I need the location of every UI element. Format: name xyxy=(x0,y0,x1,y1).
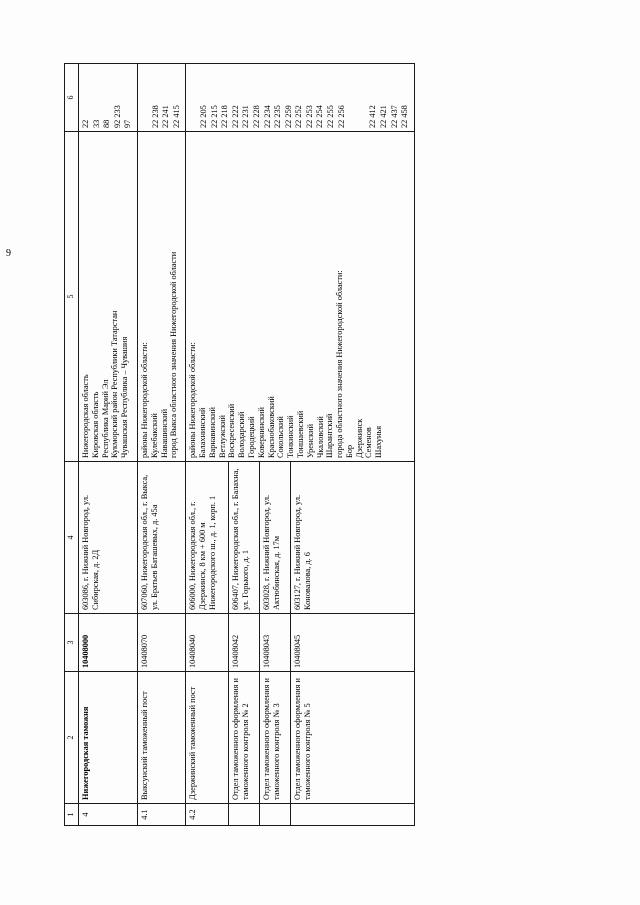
region-item: Балахнинский xyxy=(198,407,208,458)
office-name: Дзержинский таможенный пост xyxy=(186,671,229,803)
region-item: Сокольский xyxy=(276,415,286,458)
office-name: Выксунский таможенный пост xyxy=(137,671,185,803)
city-code: 22 437 xyxy=(389,104,399,128)
office-name xyxy=(79,671,138,803)
row-number: 4.1 xyxy=(137,803,185,825)
region-code: 22 254 xyxy=(315,104,325,128)
rotated-table-container xyxy=(60,58,580,848)
region-list xyxy=(79,131,138,461)
region-code: 22 255 xyxy=(326,104,336,128)
colnum-2: 2 xyxy=(65,671,79,803)
office-code: 10408043 xyxy=(259,613,290,671)
row-number: 4 xyxy=(79,803,138,825)
city-item: Шахунья xyxy=(374,425,384,458)
region-item: Чкаловский xyxy=(315,415,325,458)
region-code: 22 256 xyxy=(336,104,346,128)
region-item: Тонкинский xyxy=(286,414,296,458)
region-code-list xyxy=(79,63,138,131)
spacer xyxy=(140,67,151,128)
region-code: 22 415 xyxy=(171,104,181,128)
row-number xyxy=(259,803,290,825)
region-code: 22 241 xyxy=(161,104,171,128)
office-code: 10408045 xyxy=(290,613,414,671)
office-address: 603086, г. Нижний Новгород, ул. Сибирская, д. 2Д xyxy=(79,461,138,613)
region-list xyxy=(137,131,185,461)
colnum-3: 3 xyxy=(65,613,79,671)
row-number: 4.2 xyxy=(186,803,229,825)
city-code: 22 458 xyxy=(400,104,410,128)
region-code: 22 252 xyxy=(294,104,304,128)
office-address: 606000, Нижегородская обл., г. Дзержинск, 8 км + 600 м Нижегородского ш., д. 1, корп. 1 xyxy=(186,461,229,613)
city-list-header: города областного значения Нижегородской области: xyxy=(335,269,345,458)
region-item: Навашинский xyxy=(159,408,169,458)
office-address: 603028, г. Нижний Новгород, ул. Актюбинская, д. 17м xyxy=(259,461,290,613)
office-name: Отдел таможенного оформления и таможенного контроля № 3 xyxy=(259,671,290,803)
region-code: 22 218 xyxy=(220,104,230,128)
row-number xyxy=(229,803,260,825)
region-list-header: районы Нижегородской области: xyxy=(188,341,198,458)
region-code: 88 xyxy=(102,119,112,128)
region-item: Тоншаевский xyxy=(295,410,305,458)
colnum-6: 6 xyxy=(65,63,79,131)
region-code-list xyxy=(186,63,414,131)
region-item: Нижегородская область xyxy=(81,373,90,458)
table-column-number-row xyxy=(65,63,79,825)
region-code: 22 228 xyxy=(251,104,261,128)
region-item: Варнавинский xyxy=(207,406,217,458)
region-item: Кулебакский xyxy=(149,412,159,458)
customs-offices-table xyxy=(64,63,415,826)
region-code: 22 234 xyxy=(262,104,272,128)
region-item: Ковернинский xyxy=(256,406,266,458)
city-code: 22 412 xyxy=(368,104,378,128)
region-item: Ветлужский xyxy=(217,414,227,458)
colnum-1: 1 xyxy=(65,803,79,825)
office-address: 607060, Нижегородская обл., г. Выкса, ул. Братьев Баташевых, д. 45а xyxy=(137,461,185,613)
city-item: Бор xyxy=(344,444,354,458)
office-address: 603127, г. Нижний Новгород, ул. Коновалова, д. 6 xyxy=(290,461,414,613)
region-code: 22 238 xyxy=(150,104,160,128)
table-row xyxy=(137,63,185,825)
table-row xyxy=(186,63,229,825)
region-code: 22 xyxy=(81,119,90,128)
region-item: Уренский xyxy=(305,423,315,458)
table-row xyxy=(79,63,138,825)
region-code: 33 xyxy=(91,119,101,128)
region-item: Краснобаковский xyxy=(266,395,276,458)
office-address: 606407, Нижегородская обл., г. Балахна, ул. Горького, д. 1 xyxy=(229,461,260,613)
spacer xyxy=(358,67,369,128)
region-code: 22 259 xyxy=(283,104,293,128)
spacer xyxy=(188,67,199,128)
region-list xyxy=(186,131,414,461)
region-code: 22 222 xyxy=(230,104,240,128)
region-list-header: районы Нижегородской области: xyxy=(139,341,149,458)
city-item: Дзержинск xyxy=(354,418,364,458)
office-name-text: Нижегородская таможня xyxy=(81,706,90,800)
office-code: 10408000 xyxy=(79,613,138,671)
office-code: 10408070 xyxy=(137,613,185,671)
region-item: Республика Марий Эл xyxy=(100,379,110,458)
spacer xyxy=(347,67,358,128)
region-code: 22 231 xyxy=(241,104,251,128)
colnum-4: 4 xyxy=(65,461,79,613)
region-item: Воскресенский xyxy=(227,403,237,458)
region-code-list xyxy=(137,63,185,131)
office-name: Отдел таможенного оформления и таможенного контроля № 2 xyxy=(229,671,260,803)
region-item: Шарангский xyxy=(325,413,335,458)
row-number xyxy=(290,803,414,825)
region-code: 22 205 xyxy=(198,104,208,128)
region-item: Чувашская Республика – Чувашия xyxy=(120,336,130,458)
region-code: 97 xyxy=(123,119,133,128)
office-code: 10408040 xyxy=(186,613,229,671)
city-item: Семенов xyxy=(364,426,374,458)
region-code: 92 233 xyxy=(112,104,122,128)
region-item: Кировская область xyxy=(90,391,100,458)
region-item: Городецкий xyxy=(247,415,257,458)
office-code: 10408042 xyxy=(229,613,260,671)
region-item: Кукморский район Республики Татарстан xyxy=(110,310,120,458)
city-code: 22 421 xyxy=(379,104,389,128)
region-code: 22 215 xyxy=(209,104,219,128)
office-name: Отдел таможенного оформления и таможенного контроля № 5 xyxy=(290,671,414,803)
region-code: 22 253 xyxy=(304,104,314,128)
page-number: 9 xyxy=(6,248,11,259)
region-code: 22 235 xyxy=(273,104,283,128)
region-item: город Выкса областного значения Нижегородской области xyxy=(169,251,179,458)
colnum-5: 5 xyxy=(65,131,79,461)
region-item: Володарский xyxy=(237,411,247,458)
